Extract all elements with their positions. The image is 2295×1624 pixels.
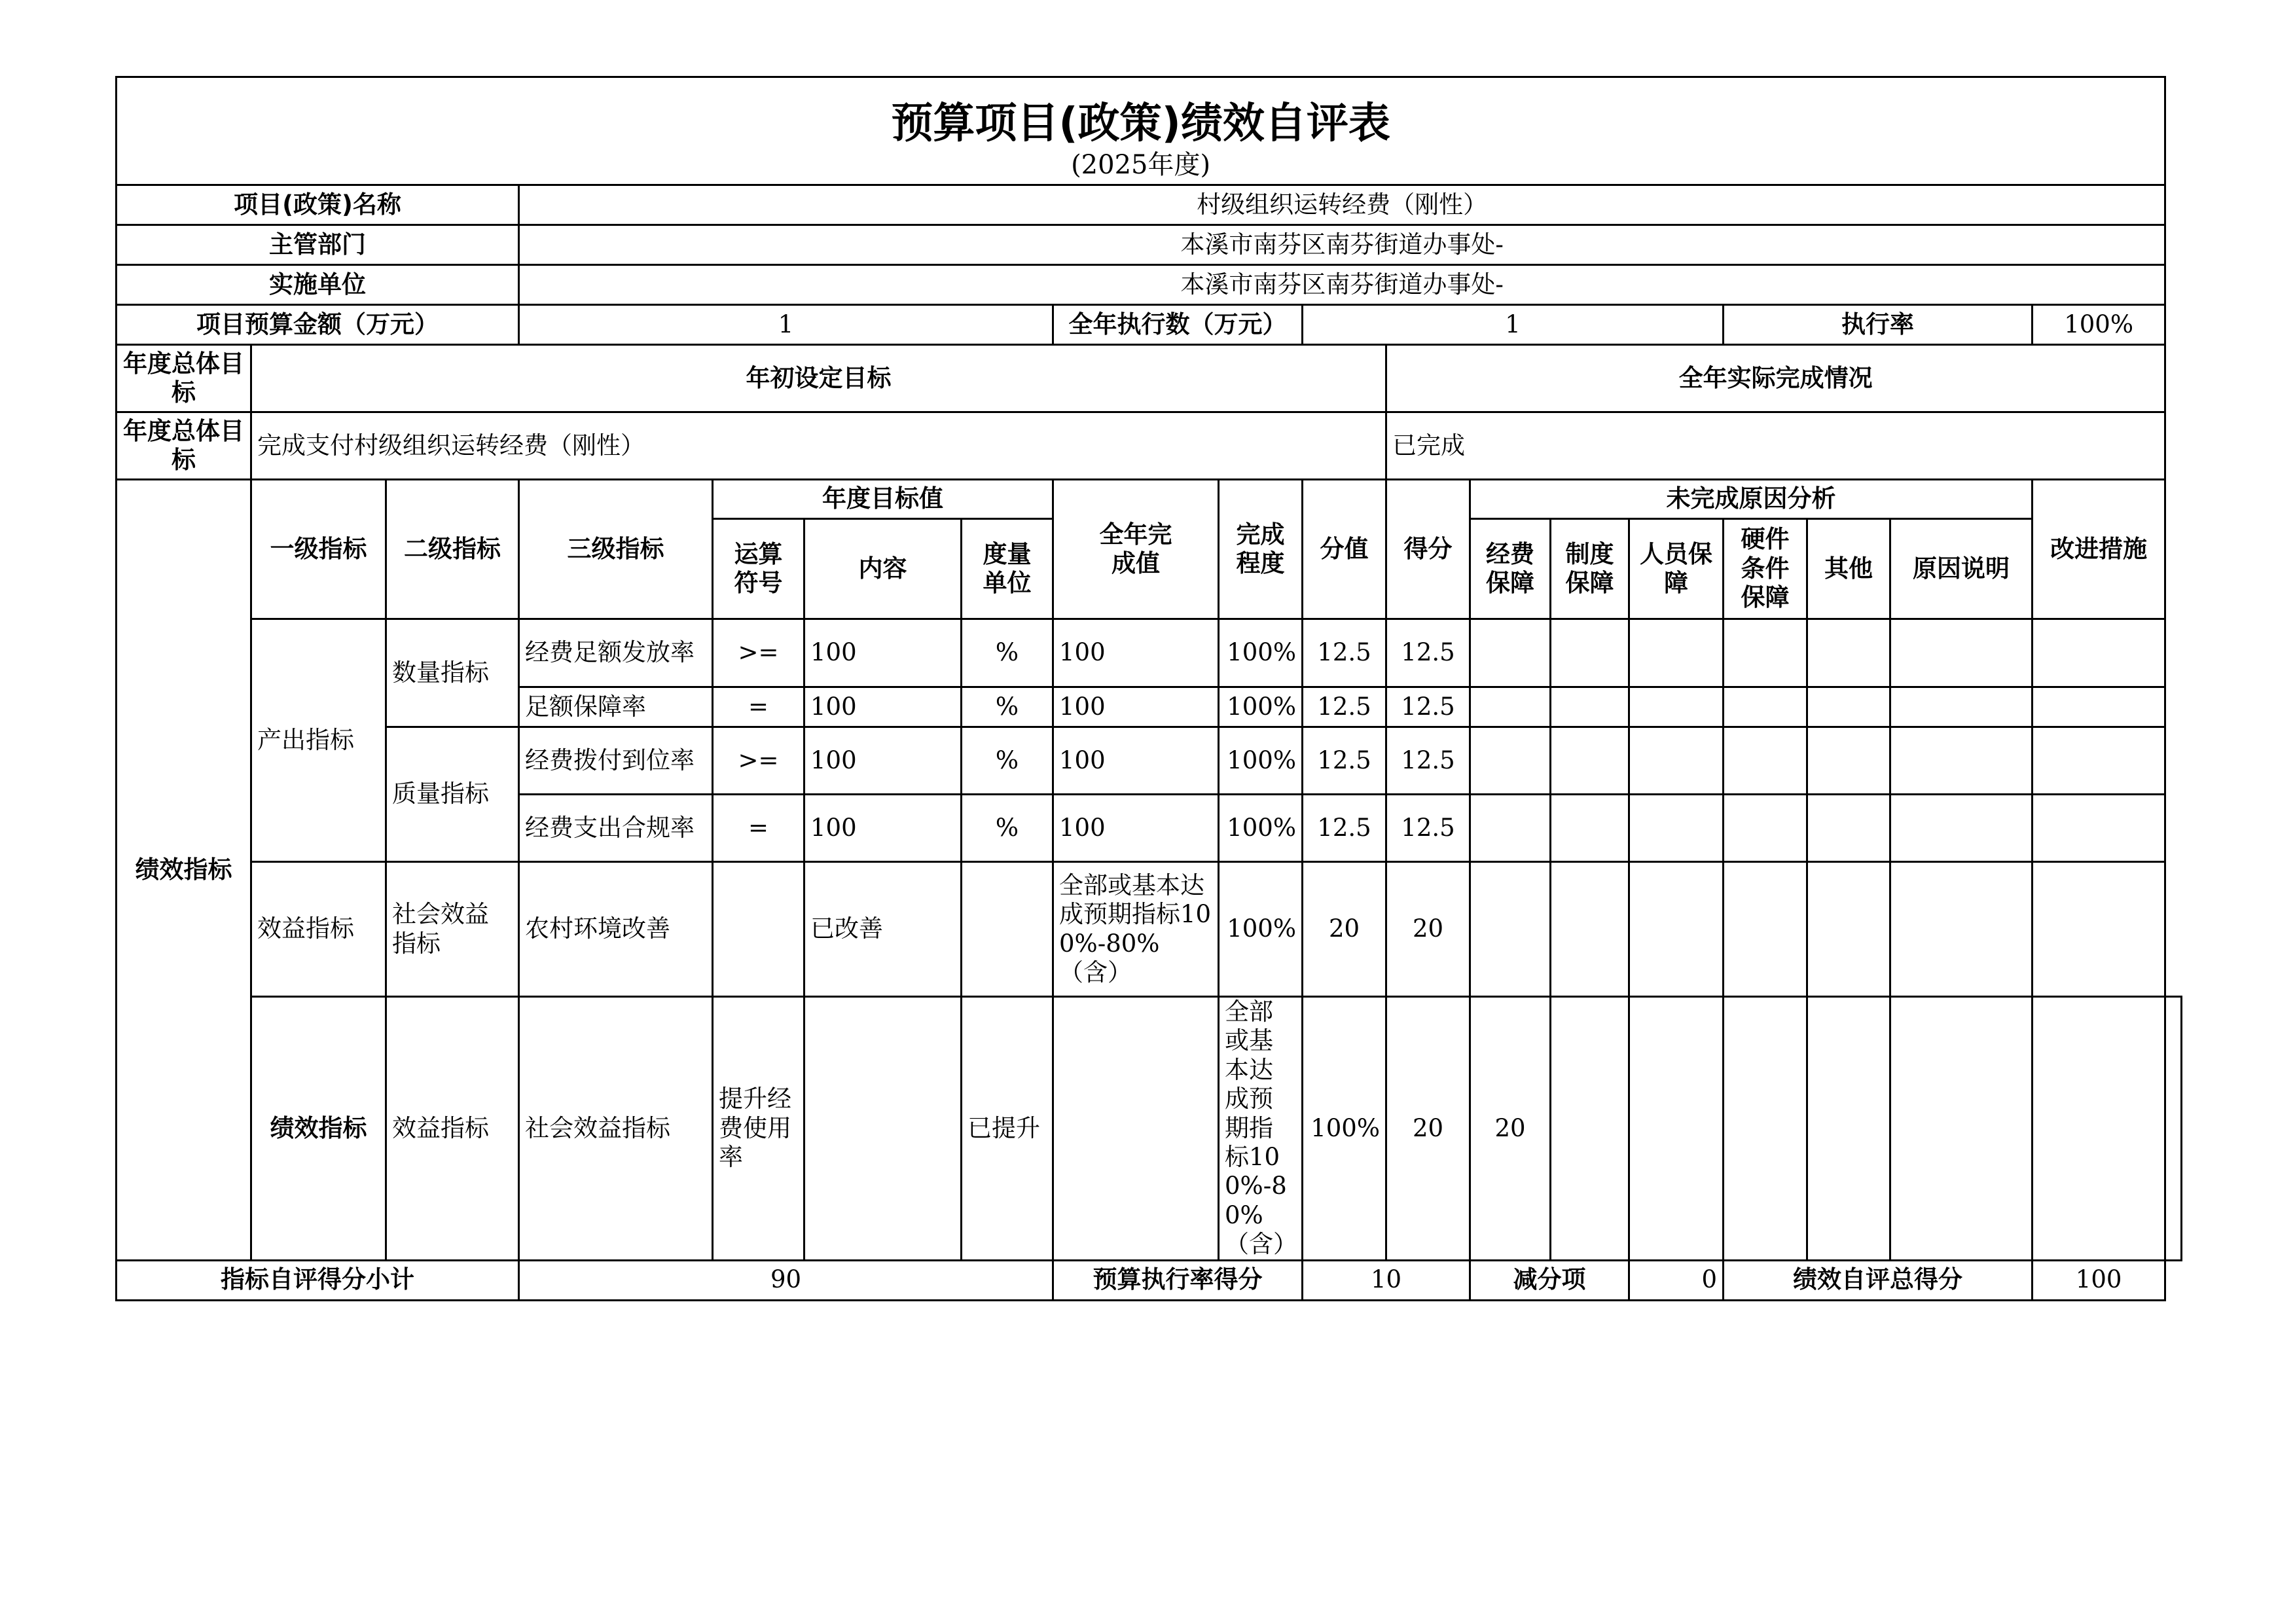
level1-benefit-2: 效益指标 bbox=[386, 997, 519, 1261]
row6-improve bbox=[2165, 997, 2182, 1261]
row2-degree: 100% bbox=[1219, 687, 1303, 727]
level2-social: 社会效益指标 bbox=[386, 862, 519, 997]
header-r-fund: 经费保障 bbox=[1470, 519, 1551, 619]
row5-op bbox=[713, 862, 804, 997]
row6-r-fund bbox=[1551, 997, 1629, 1261]
unit-label: 实施单位 bbox=[117, 265, 519, 305]
header-unit: 度量单位 bbox=[962, 519, 1053, 619]
dept-label: 主管部门 bbox=[117, 225, 519, 265]
subtotal-label: 指标自评得分小计 bbox=[117, 1260, 519, 1300]
header-score: 得分 bbox=[1386, 480, 1470, 619]
row6-name: 提升经费使用率 bbox=[713, 997, 804, 1261]
header-level2: 二级指标 bbox=[386, 480, 519, 619]
row2-r-desc bbox=[1890, 687, 2033, 727]
goal-set-header: 年初设定目标 bbox=[251, 345, 1386, 412]
row6-r-staff bbox=[1724, 997, 1807, 1261]
row5-score: 20 bbox=[1386, 862, 1470, 997]
header-degree: 完成程度 bbox=[1219, 480, 1303, 619]
level2-social-2: 社会效益指标 bbox=[519, 997, 713, 1261]
row3-op: >= bbox=[713, 727, 804, 795]
row4-content: 100 bbox=[804, 795, 962, 862]
row4-r-desc bbox=[1890, 795, 2033, 862]
row6-r-other bbox=[1890, 997, 2033, 1261]
evaluation-sheet bbox=[115, 76, 2182, 1301]
evaluation-table bbox=[115, 76, 2182, 1301]
row6-op bbox=[804, 997, 962, 1261]
row2-r-fund bbox=[1470, 687, 1551, 727]
row3-r-staff bbox=[1629, 727, 1724, 795]
row1-unit: % bbox=[962, 619, 1053, 687]
row3-degree: 100% bbox=[1219, 727, 1303, 795]
row3-name: 经费拨付到位率 bbox=[519, 727, 713, 795]
header-r-desc: 原因说明 bbox=[1890, 519, 2033, 619]
row2-r-hardware bbox=[1724, 687, 1807, 727]
row5-weight: 20 bbox=[1303, 862, 1386, 997]
header-content: 内容 bbox=[804, 519, 962, 619]
row4-unit: % bbox=[962, 795, 1053, 862]
row1-name: 经费足额发放率 bbox=[519, 619, 713, 687]
row4-actual: 100 bbox=[1053, 795, 1219, 862]
row5-actual: 全部或基本达成预期指标100%-80%（含） bbox=[1053, 862, 1219, 997]
row6-unit bbox=[1053, 997, 1219, 1261]
level2-quality: 质量指标 bbox=[386, 727, 519, 862]
row2-name: 足额保障率 bbox=[519, 687, 713, 727]
total-value: 100 bbox=[2033, 1260, 2165, 1300]
row1-score: 12.5 bbox=[1386, 619, 1470, 687]
row5-r-system bbox=[1551, 862, 1629, 997]
header-level1: 一级指标 bbox=[251, 480, 386, 619]
row6-actual: 全部或基本达成预期指标100%-80%（含） bbox=[1219, 997, 1303, 1261]
row4-r-other bbox=[1807, 795, 1890, 862]
project-name-label: 项目(政策)名称 bbox=[117, 185, 519, 225]
header-level3: 三级指标 bbox=[519, 480, 713, 619]
row2-improve bbox=[2033, 687, 2165, 727]
row5-r-hardware bbox=[1724, 862, 1807, 997]
row1-r-system bbox=[1551, 619, 1629, 687]
row2-weight: 12.5 bbox=[1303, 687, 1386, 727]
budget-label: 项目预算金额（万元） bbox=[117, 305, 519, 345]
header-target-group: 年度目标值 bbox=[713, 480, 1053, 519]
row1-op: >= bbox=[713, 619, 804, 687]
row6-r-system bbox=[1629, 997, 1724, 1261]
row6-score: 20 bbox=[1470, 997, 1551, 1261]
row1-r-other bbox=[1807, 619, 1890, 687]
row5-content: 已改善 bbox=[804, 862, 962, 997]
row4-improve bbox=[2033, 795, 2165, 862]
page-title: 预算项目(政策)绩效自评表 bbox=[891, 99, 1390, 148]
row2-actual: 100 bbox=[1053, 687, 1219, 727]
unit-value: 本溪市南芬区南芬街道办事处- bbox=[519, 265, 2165, 305]
row6-r-hardware bbox=[1807, 997, 1890, 1261]
row3-score: 12.5 bbox=[1386, 727, 1470, 795]
header-r-system: 制度保障 bbox=[1551, 519, 1629, 619]
row1-r-fund bbox=[1470, 619, 1551, 687]
executed-value: 1 bbox=[1303, 305, 1724, 345]
header-r-staff: 人员保障 bbox=[1629, 519, 1724, 619]
row5-unit bbox=[962, 862, 1053, 997]
row3-actual: 100 bbox=[1053, 727, 1219, 795]
level1-output: 产出指标 bbox=[251, 619, 386, 862]
row2-r-staff bbox=[1629, 687, 1724, 727]
row3-r-fund bbox=[1470, 727, 1551, 795]
row1-content: 100 bbox=[804, 619, 962, 687]
rate-label: 执行率 bbox=[1724, 305, 2033, 345]
row4-r-system bbox=[1551, 795, 1629, 862]
row1-weight: 12.5 bbox=[1303, 619, 1386, 687]
row1-r-hardware bbox=[1724, 619, 1807, 687]
header-operator: 运算符号 bbox=[713, 519, 804, 619]
subtotal-value: 90 bbox=[519, 1260, 1053, 1300]
row5-r-other bbox=[1807, 862, 1890, 997]
row4-score: 12.5 bbox=[1386, 795, 1470, 862]
row6-content: 已提升 bbox=[962, 997, 1053, 1261]
total-label: 绩效自评总得分 bbox=[1724, 1260, 2033, 1300]
header-weight: 分值 bbox=[1303, 480, 1386, 619]
goal-actual-value: 已完成 bbox=[1386, 412, 2165, 480]
row2-score: 12.5 bbox=[1386, 687, 1470, 727]
perf-label-1: 绩效指标 bbox=[117, 480, 251, 1261]
header-actual: 全年完成值 bbox=[1053, 480, 1219, 619]
row3-r-other bbox=[1807, 727, 1890, 795]
row4-r-staff bbox=[1629, 795, 1724, 862]
row5-improve bbox=[2033, 862, 2165, 997]
header-improve: 改进措施 bbox=[2033, 480, 2165, 619]
row1-r-desc bbox=[1890, 619, 2033, 687]
dept-value: 本溪市南芬区南芬街道办事处- bbox=[519, 225, 2165, 265]
goal-set-value: 完成支付村级组织运转经费（刚性） bbox=[251, 412, 1386, 480]
row6-weight: 20 bbox=[1386, 997, 1470, 1261]
row3-r-hardware bbox=[1724, 727, 1807, 795]
row5-r-desc bbox=[1890, 862, 2033, 997]
row4-name: 经费支出合规率 bbox=[519, 795, 713, 862]
row1-degree: 100% bbox=[1219, 619, 1303, 687]
goal-label-2: 年度总体目标 bbox=[117, 412, 251, 480]
deduct-value: 0 bbox=[1629, 1260, 1724, 1300]
header-r-hardware: 硬件条件保障 bbox=[1724, 519, 1807, 619]
row6-r-desc bbox=[2033, 997, 2165, 1261]
row1-actual: 100 bbox=[1053, 619, 1219, 687]
budget-score-value: 10 bbox=[1303, 1260, 1470, 1300]
row5-degree: 100% bbox=[1219, 862, 1303, 997]
row3-content: 100 bbox=[804, 727, 962, 795]
row3-r-desc bbox=[1890, 727, 2033, 795]
deduct-label: 减分项 bbox=[1470, 1260, 1629, 1300]
row3-r-system bbox=[1551, 727, 1629, 795]
row2-op: = bbox=[713, 687, 804, 727]
subtitle-cell bbox=[117, 149, 2165, 185]
row6-degree: 100% bbox=[1303, 997, 1386, 1261]
row3-unit: % bbox=[962, 727, 1053, 795]
row5-name: 农村环境改善 bbox=[519, 862, 713, 997]
title-cell bbox=[117, 77, 2165, 149]
row4-r-hardware bbox=[1724, 795, 1807, 862]
goal-label: 年度总体目标 bbox=[117, 345, 251, 412]
goal-actual-header: 全年实际完成情况 bbox=[1386, 345, 2165, 412]
row2-content: 100 bbox=[804, 687, 962, 727]
row5-r-staff bbox=[1629, 862, 1724, 997]
row3-improve bbox=[2033, 727, 2165, 795]
row4-r-fund bbox=[1470, 795, 1551, 862]
row4-weight: 12.5 bbox=[1303, 795, 1386, 862]
row4-op: = bbox=[713, 795, 804, 862]
row3-weight: 12.5 bbox=[1303, 727, 1386, 795]
budget-score-label: 预算执行率得分 bbox=[1053, 1260, 1303, 1300]
row2-unit: % bbox=[962, 687, 1053, 727]
project-name-value: 村级组织运转经费（刚性） bbox=[519, 185, 2165, 225]
page-subtitle: (2025年度) bbox=[1071, 149, 1211, 180]
rate-value: 100% bbox=[2033, 305, 2165, 345]
row2-r-system bbox=[1551, 687, 1629, 727]
level1-benefit: 效益指标 bbox=[251, 862, 386, 997]
row4-degree: 100% bbox=[1219, 795, 1303, 862]
row5-r-fund bbox=[1470, 862, 1551, 997]
row1-r-staff bbox=[1629, 619, 1724, 687]
budget-value: 1 bbox=[519, 305, 1053, 345]
row2-r-other bbox=[1807, 687, 1890, 727]
executed-label: 全年执行数（万元） bbox=[1053, 305, 1303, 345]
perf-label-2: 绩效指标 bbox=[251, 997, 386, 1261]
row1-improve bbox=[2033, 619, 2165, 687]
level2-quantity: 数量指标 bbox=[386, 619, 519, 727]
header-reason-group: 未完成原因分析 bbox=[1470, 480, 2033, 519]
header-r-other: 其他 bbox=[1807, 519, 1890, 619]
